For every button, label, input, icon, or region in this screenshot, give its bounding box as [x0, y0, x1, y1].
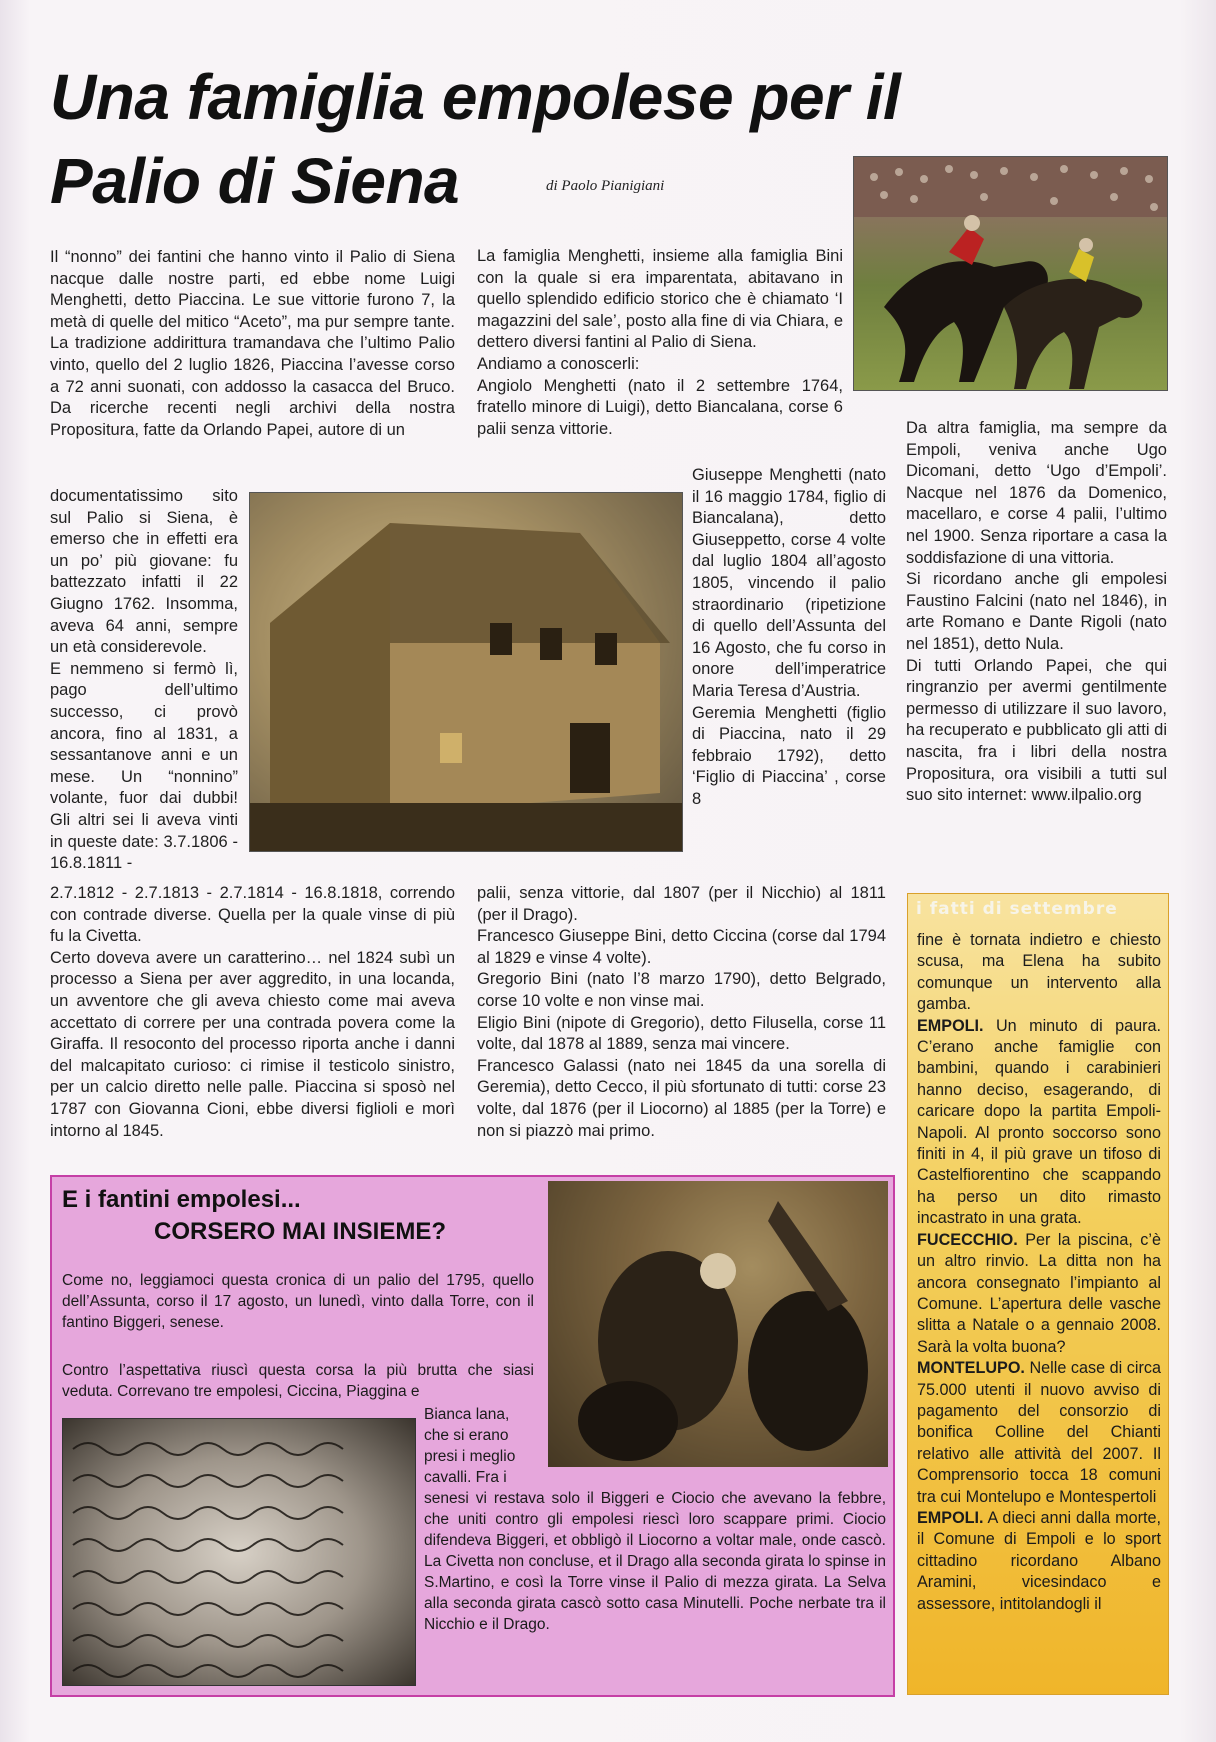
- news-body: Per la piscina, c’è un altro rinvio. La ditta non ha ancora consegnato l’impianto al Comune. L’apertura delle vasche slitta a Natale o a gennaio 2008. Sarà la volta buona?: [917, 1230, 1161, 1356]
- paragraph: palii, senza vittorie, dal 1807 (per il Nicchio) al 1811 (per il Drago).: [477, 884, 886, 924]
- paragraph: Si ricordano anche gli empolesi Faustino Falcini (nato nel 1846), in arte Romano e Dante Rigoli (nato nel 1851), detto Nula.: [906, 570, 1167, 653]
- box-para-2: [62, 1360, 534, 1402]
- paragraph: Gregorio Bini (nato l’8 marzo 1790), detto Belgrado, corse 10 volte e non vinse mai.: [477, 970, 886, 1010]
- handwriting-illustration: [63, 1419, 415, 1685]
- palio-race-photo: [548, 1181, 888, 1467]
- box-intro: [62, 1270, 534, 1333]
- box-para-2-rest: [424, 1488, 886, 1635]
- column-2-narrow: [692, 465, 886, 811]
- paragraph: Da altra famiglia, ma sempre da Empoli, veniva anche Ugo Dicomani, detto ‘Ugo d’Empoli’. Nacque nel 1876 da Domenico, macellaro, e corse 4 palii, l’ultimo nel 1900. Senza riportare a casa la soddisfazione di una vittoria.: [906, 419, 1167, 567]
- paragraph: Angiolo Menghetti (nato il 2 settembre 1764, fratello minore di Luigi), detto Biancalana, corse 6 palii senza vittorie.: [477, 376, 843, 438]
- sidebar-text: [917, 930, 1161, 1615]
- paragraph: [917, 1358, 1161, 1508]
- column-2-top: [477, 246, 843, 440]
- column-2-bottom: [477, 883, 886, 1142]
- magazzini-del-sale-photo: [249, 492, 683, 852]
- news-head: EMPOLI.: [917, 1508, 984, 1527]
- paragraph: Bianca lana, che si erano presi i meglio cavalli. Fra i: [424, 1406, 516, 1486]
- byline: di Paolo Pianigiani: [546, 178, 665, 194]
- paragraph: Il “nonno” dei fantini che hanno vinto il Palio di Siena nacque dalle nostre parti, ed ebbe nome Luigi Menghetti, detto Piaccina. Le sue vittorie furono 7, la metà di quelle del mitico “Aceto”, ma pur sempre tante. La tradizione addirittura tramandava che l’ultimo Palio vinto, quello del 2 luglio 1826, Piaccina l’avesse corso a 72 anni suonati, con addosso la casacca del Bruco. Da ricerche recenti negli archivi della nostra Propositura, fatte da Orlando Papei, autore di un: [50, 248, 455, 439]
- news-body: A dieci anni dalla morte, il Comune di Empoli e lo sport cittadino ricordano Albano Aramini, vicesindaco e assessore, intitolandogli il: [917, 1508, 1161, 1613]
- paragraph: 2.7.1812 - 2.7.1813 - 2.7.1814 - 16.8.1818, correndo con contrade diverse. Quella per la quale vinse di più fu la Civetta.: [50, 884, 455, 946]
- paragraph: [917, 1508, 1161, 1615]
- paragraph: Certo doveva avere un caratterino… nel 1824 subì un processo a Siena per aver aggredito, in una locanda, un avventore che gli aveva chiesto come mai aveva accettato di correre per una contrada povera come la Giraffa. Il resoconto del processo riporta anche i danni del malcapitato curioso: ci rimise il testicolo sinistro, per un calcio diretto nelle palle. Piaccina si sposò nel 1787 con Giovanna Cioni, ebbe diversi figlioli e morì intorno al 1845.: [50, 948, 455, 1140]
- race-illustration: [548, 1181, 888, 1467]
- paragraph: senesi vi restava solo il Biggeri e Ciocio che avevano la febbre, che uniti contro gli empolesi riescì loro scappare primi. Ciocio difendeva Biggeri, et obbligò il Liocorno a voltar male, onde cascò. La Civetta non concluse, et il Drago alla seconda girata lo spinse in S.Martino, e così la Torre vinse il Palio di mezza girata. La Selva alla seconda girata cascò sotto casa Minutelli. Poche nerbate tra il Nicchio e il Drago.: [424, 1490, 886, 1633]
- box-para-2-narrow: [424, 1404, 536, 1488]
- house-illustration: [250, 493, 682, 851]
- box-heading-2: CORSERO MAI INSIEME?: [154, 1218, 447, 1245]
- column-1-narrow: [50, 486, 238, 875]
- paragraph: Francesco Galassi (nato nei 1845 da una sorella di Geremia), detto Cecco, il più sfortunato di tutti: corse 23 volte, dal 1876 (per il Liocorno) al 1885 (per la Torre) e non si piazzò mai primo.: [477, 1056, 886, 1140]
- paragraph: [917, 1230, 1161, 1358]
- sidebar-title: i fatti di settembre: [916, 899, 1118, 919]
- news-head: EMPOLI.: [917, 1016, 984, 1035]
- paragraph: Giuseppe Menghetti (nato il 16 maggio 1784, figlio di Biancalana), detto Giuseppetto, corse 4 volte dal luglio 1804 all’agosto 1805, vincendo il palio straordinario (ripetizione di quello dell’Assunta del 16 Agosto, che fu corso in onore dell’imperatrice Maria Teresa d’Austria.: [692, 466, 886, 700]
- paragraph: Di tutti Orlando Papei, che qui ringranzio per avermi gentilmente permesso di utilizzare il suo lavoro, ha recuperato e pubblicato gli atti di nascita, fra i libri della nostra Propositura, ora visibili a tutti sul suo sito internet: www.ilpalio.org: [906, 656, 1167, 805]
- column-1-bottom: [50, 883, 455, 1142]
- paragraph: Francesco Giuseppe Bini, detto Ciccina (corse dal 1794 al 1829 e vinse 4 volte).: [477, 927, 886, 967]
- paragraph: [917, 1016, 1161, 1230]
- paragraph: Geremia Menghetti (figlio di Piaccina, nato il 29 febbraio 1792), detto ‘Figlio di Piaccina’ , corse 8: [692, 703, 886, 808]
- paragraph: fine è tornata indietro e chiesto scusa, ma Elena ha subito comunque un intervento alla gamba.: [917, 931, 1161, 1014]
- news-head: FUCECCHIO.: [917, 1230, 1018, 1249]
- news-body: Un minuto di paura. C’erano anche famiglie con bambini, quando i carabinieri hanno deciso, esagerando, di caricare dopo la partita Empoli-Napoli. Al pronto soccorso sono finiti in 4, il più grave un tifoso di Castelfiorentino che scappando ha perso un dito rimasto incastrato in una grata.: [917, 1016, 1161, 1228]
- horses-illustration: [854, 157, 1167, 390]
- paragraph: E nemmeno si fermò lì, pago dell’ultimo successo, ci provò ancora, fino al 1831, a sessantanove anni e un mese. Un “nonnino” volante, fuor dai dubbi! Gli altri sei li aveva vinti in queste date: 3.7.1806 - 16.8.1811 -: [50, 659, 238, 873]
- paragraph: La famiglia Menghetti, insieme alla famiglia Bini con la quale si era imparentata, abitavano in quello splendido edificio storico che è chiamato ‘I magazzini del sale’, posto alla fine di via Chiara, e dettero diversi fantini al Palio di Siena.: [477, 247, 843, 352]
- paragraph: Come no, leggiamoci questa cronica di un palio del 1795, quello dell’Assunta, corso il 17 agosto, un lunedì, vinto dalla Torre, con il fantino Biggeri, senese.: [62, 1272, 534, 1331]
- title-line-1: Una famiglia empolese per il: [50, 61, 901, 133]
- paragraph: Andiamo a conoscerli:: [477, 354, 640, 373]
- paragraph: Eligio Bini (nipote di Gregorio), detto Filusella, corse 11 volte, dal 1878 al 1889, senza mai vincere.: [477, 1013, 886, 1054]
- palio-horses-photo: [853, 156, 1168, 391]
- column-3: [906, 418, 1167, 807]
- box-heading-1: E i fantini empolesi...: [62, 1186, 301, 1213]
- paragraph: Contro l’aspettativa riuscì questa corsa la più brutta che siasi veduta. Correvano tre empolesi, Ciccina, Piaggina e: [62, 1362, 534, 1400]
- title-line-2: Palio di Siena: [50, 145, 460, 217]
- news-body: Nelle case di circa 75.000 utenti il nuovo avviso di pagamento del consorzio di bonifica Colline del Chianti relativo alle attività del 2007. Il Comprensorio tocca 18 comuni tra cui Montelupo e Montespertoli: [917, 1359, 1161, 1506]
- news-head: MONTELUPO.: [917, 1359, 1025, 1378]
- column-1-top: [50, 247, 455, 441]
- handwritten-record-photo: [62, 1418, 416, 1686]
- paragraph: documentatissimo sito sul Palio si Siena, è emerso che in effetti era un po’ più giovane: fu battezzato infatti il 22 Giugno 1762. Insomma, aveva 64 anni, sempre un età considerevole.: [50, 487, 238, 657]
